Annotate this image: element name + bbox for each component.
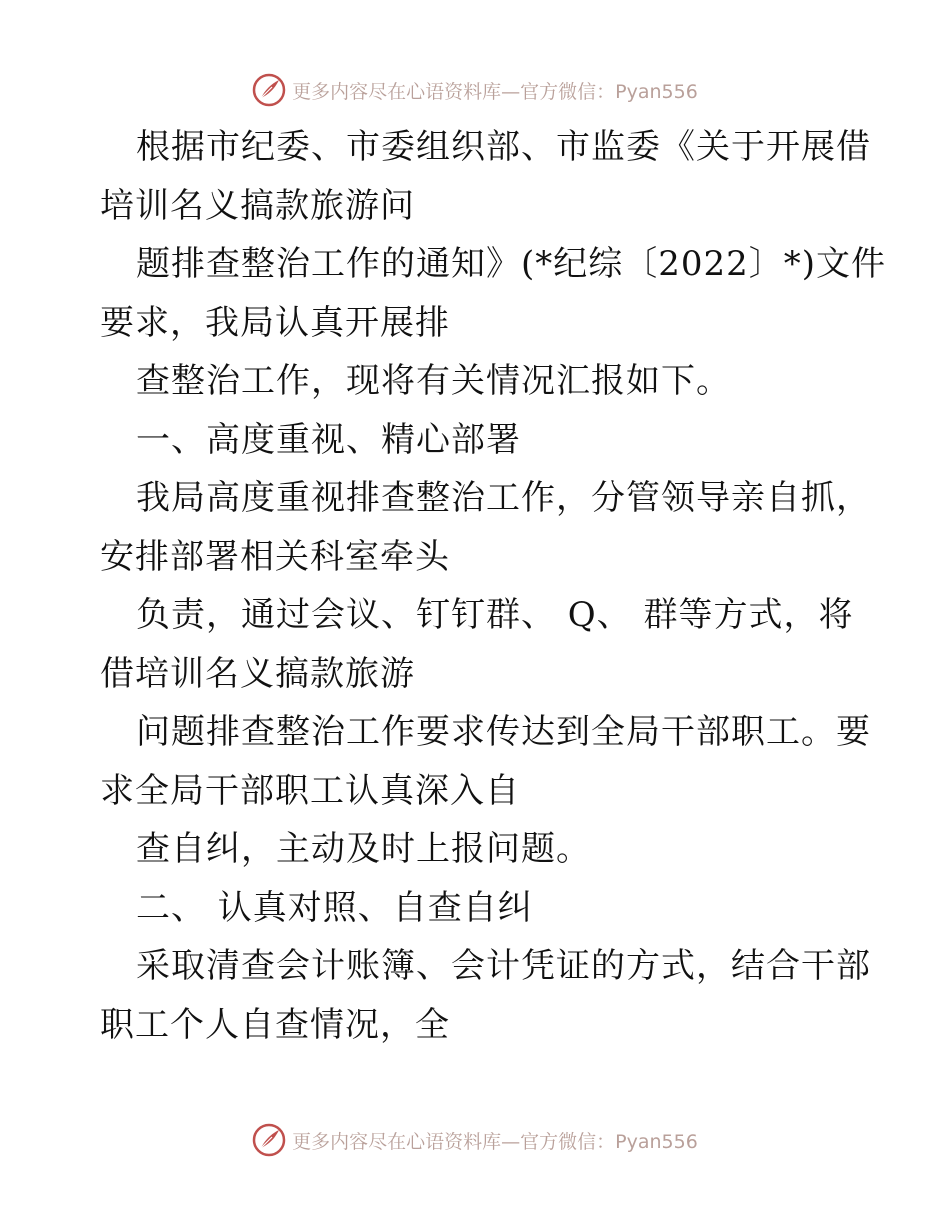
watermark-text: 更多内容尽在心语资料库—官方微信：Pyan556 bbox=[292, 80, 698, 103]
section-heading: 一、高度重视、精心部署 bbox=[136, 419, 521, 460]
paragraph-line: 职工个人自查情况，全 bbox=[100, 1004, 450, 1045]
paragraph-line: 问题排查整治工作要求传达到全局干部职工。要 bbox=[136, 712, 871, 752]
document-body bbox=[100, 118, 887, 1054]
paragraph-line: 题排查整治工作的通知》(*纪综〔2022〕*)文件 bbox=[136, 244, 887, 284]
header-watermark bbox=[0, 70, 950, 110]
watermark-text: 更多内容尽在心语资料库—官方微信：Pyan556 bbox=[292, 1130, 698, 1153]
paragraph-line: 采取清查会计账簿、会计凭证的方式，结合干部 bbox=[136, 946, 871, 986]
paragraph-line: 我局高度重视排查整治工作，分管领导亲自抓， bbox=[136, 478, 871, 518]
feather-quill-icon bbox=[252, 73, 286, 107]
footer-watermark bbox=[0, 1120, 950, 1160]
paragraph-line: 培训名义搞款旅游问 bbox=[100, 185, 415, 226]
paragraph-line: 查自纠，主动及时上报问题。 bbox=[136, 829, 591, 869]
paragraph-line: 查整治工作，现将有关情况汇报如下。 bbox=[136, 361, 731, 401]
paragraph-line: 求全局干部职工认真深入自 bbox=[100, 770, 520, 811]
paragraph-line: 根据市纪委、市委组织部、市监委《关于开展借 bbox=[136, 127, 871, 167]
paragraph-line: 负责，通过会议、钉钉群、 Q、 群等方式，将 bbox=[136, 595, 854, 635]
feather-quill-icon bbox=[252, 1123, 286, 1157]
paragraph-line: 安排部署相关科室牵头 bbox=[100, 536, 450, 577]
paragraph-line: 要求，我局认真开展排 bbox=[100, 302, 450, 343]
paragraph-line: 借培训名义搞款旅游 bbox=[100, 653, 415, 694]
section-heading: 二、 认真对照、自查自纠 bbox=[136, 887, 533, 928]
